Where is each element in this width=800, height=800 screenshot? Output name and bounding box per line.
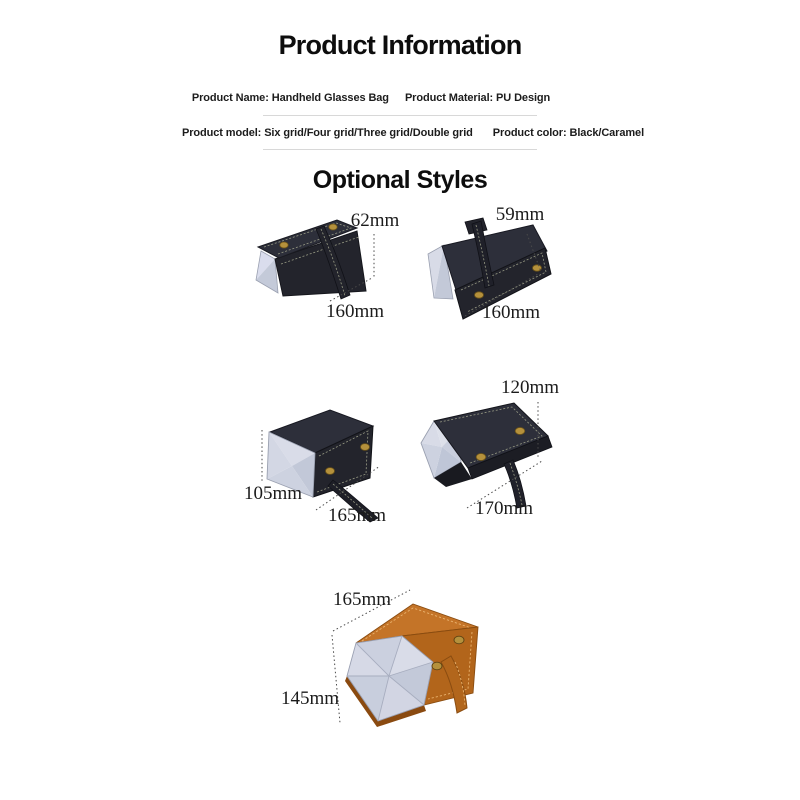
spec-product-material: Product Material: PU Design [404, 92, 551, 104]
snap-button-icon [475, 292, 484, 298]
spec-product-model: Product model: Six grid/Four grid/Three grid/Double grid [181, 127, 473, 139]
divider [263, 149, 537, 150]
snap-button-icon [476, 454, 486, 461]
snap-button-icon [454, 636, 464, 644]
divider [263, 115, 537, 116]
style-5-case-image [275, 580, 515, 750]
snap-button-icon [361, 444, 370, 451]
snap-button-icon [280, 242, 288, 248]
snap-button-icon [326, 468, 335, 475]
section-title: Optional Styles [312, 166, 488, 194]
dimension-label-height: 145mm [280, 688, 340, 709]
dimension-label-height: 105mm [243, 483, 303, 504]
snap-button-icon [533, 265, 542, 271]
spec-product-color: Product color: Black/Caramel [492, 127, 645, 139]
dimension-label-height: 59mm [495, 204, 545, 225]
spec-product-name: Product Name: Handheld Glasses Bag [191, 92, 389, 104]
spec-row-2 [13, 127, 800, 139]
dimension-label-width: 165mm [332, 589, 392, 610]
snap-button-icon [515, 428, 525, 435]
spec-row-1 [0, 92, 771, 104]
snap-button-icon [329, 224, 337, 230]
dimension-label-width: 165mm [327, 505, 387, 526]
dimension-label-height: 120mm [500, 377, 560, 398]
dimension-label-height: 62mm [350, 210, 400, 231]
snap-button-icon [432, 662, 442, 670]
dimension-label-width: 160mm [325, 301, 385, 322]
dimension-label-width: 170mm [474, 498, 534, 519]
dimension-label-width: 160mm [481, 302, 541, 323]
page-title: Product Information [278, 30, 522, 60]
